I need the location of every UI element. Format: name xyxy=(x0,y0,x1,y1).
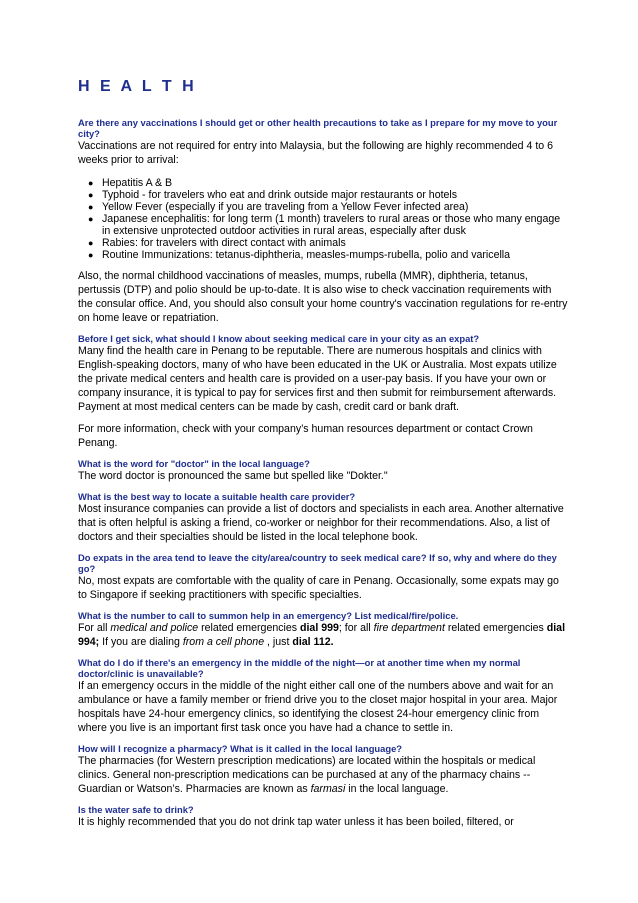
question-water: Is the water safe to drink? xyxy=(78,804,194,815)
bullet-icon: ● xyxy=(88,238,94,248)
bullet-icon: ● xyxy=(88,214,94,224)
answer-more-info: For more information, check with your company’s human resources department or contact Crown Penang. xyxy=(78,423,533,449)
question-night-emergency: What do I do if there's an emergency in the middle of the night—or at another time when my normal doctor/clinic is unavailable? xyxy=(78,657,521,679)
question-provider: What is the best way to locate a suitable health care provider? xyxy=(78,491,356,502)
answer-provider: Most insurance companies can provide a list of doctors and specialists in each area. Another alternative that is often helpful is asking a friend, co-worker or neighbor for their recommendations. Also, a list of doctors and their specialties should be listed in the local telephone book. xyxy=(78,503,564,543)
answer-emergency-number: For all medical and police related emergencies dial 999; for all fire department related emergencies dial 994; If you are dialing from a cell phone , just dial 112. xyxy=(78,622,566,648)
list-item: ● Rabies: for travelers with direct contact with animals xyxy=(88,237,346,249)
bullet-icon: ● xyxy=(88,178,94,188)
list-item: ● Hepatitis A & B xyxy=(88,177,173,189)
list-item: ● Routine Immunizations: tetanus-diphtheria, measles-mumps-rubella, polio and varicella xyxy=(88,249,511,261)
answer-doctor-word: The word doctor is pronounced the same but spelled like "Dokter." xyxy=(78,470,388,482)
list-item: ● Japanese encephalitis: for long term (1 month) travelers to rural areas or those who many engage in extensive unprotected outdoor activities in rural areas, especially after dusk xyxy=(88,213,561,237)
question-emergency-number: What is the number to call to summon help in an emergency? List medical/fire/police. xyxy=(78,610,459,621)
answer-vaccinations-outro: Also, the normal childhood vaccinations of measles, mumps, rubella (MMR), diphtheria, tetanus, pertussis (DTP) and polio should be up-to-date. It is also wise to check vaccination requirements with the consular office. And, you should also consult your home country's vaccination regulations for re-entry on home leave or repatriation. xyxy=(78,270,568,324)
answer-night-emergency: If an emergency occurs in the middle of the night either call one of the numbers above and wait for an ambulance or have a family member or friend drive you to the closet major hospital in your area. Major hospitals have 24-hour emergency clinics, so identifying the closest 24-hour emergency clinic from where you live is an important first task once you have had a chance to settle in. xyxy=(78,680,558,734)
answer-water: It is highly recommended that you do not drink tap water unless it has been boiled, filtered, or xyxy=(78,816,514,828)
answer-vaccinations-intro: Vaccinations are not required for entry into Malaysia, but the following are highly recommended 4 to 6 weeks prior to arrival: xyxy=(78,140,554,166)
page-title: H E A L T H xyxy=(78,78,197,95)
list-item: ● Yellow Fever (especially if you are traveling from a Yellow Fever infected area) xyxy=(88,201,469,213)
bullet-icon: ● xyxy=(88,190,94,200)
bullet-icon: ● xyxy=(88,250,94,260)
question-pharmacy: How will I recognize a pharmacy? What is it called in the local language? xyxy=(78,743,403,754)
list-item: ● Typhoid - for travelers who eat and drink outside major restaurants or hotels xyxy=(88,189,458,201)
bullet-icon: ● xyxy=(88,202,94,212)
answer-leave-area: No, most expats are comfortable with the quality of care in Penang. Occasionally, some expats may go to Singapore if seeking practitioners with specific specialties. xyxy=(78,575,559,601)
document-body xyxy=(78,78,568,829)
question-medical-care: Before I get sick, what should I know about seeking medical care in your city as an expat? xyxy=(78,333,480,344)
question-leave-area: Do expats in the area tend to leave the city/area/country to seek medical care? If so, why and where do they go? xyxy=(78,552,557,574)
answer-medical-care: Many find the health care in Penang to be reputable. There are numerous hospitals and clinics with English-speaking doctors, many of who have been educated in the UK or Australia. Most expats utilize the private medical centers and health care is provided on a user-pay basis. If you have your own or company insurance, it is typical to pay for services first and then submit for reimbursement afterwards. Payment at most medical centers can be made by cash, credit card or bank draft. xyxy=(78,345,557,413)
answer-pharmacy: The pharmacies (for Western prescription medications) are located within the hospitals or medical clinics. General non-prescription medications can be purchased at any of the pharmacy chains -- Guardian or Watson’s. Pharmacies are known as farmasi in the local language. xyxy=(78,755,536,795)
vaccination-list xyxy=(78,177,568,261)
question-doctor-word: What is the word for "doctor" in the local language? xyxy=(78,458,310,469)
question-vaccinations: Are there any vaccinations I should get or other health precautions to take as I prepare for my move to your city? xyxy=(78,117,558,139)
